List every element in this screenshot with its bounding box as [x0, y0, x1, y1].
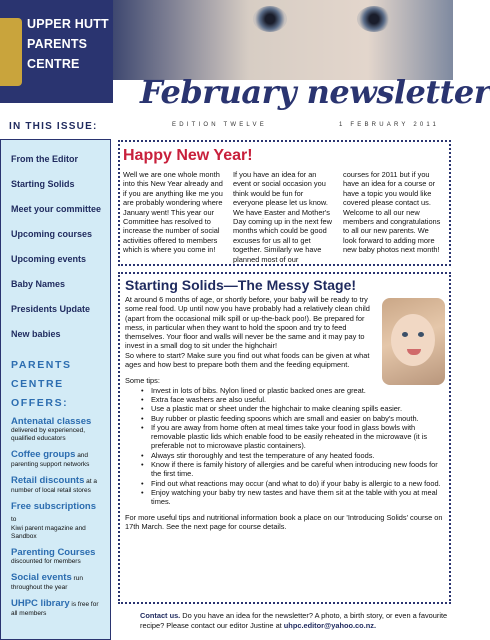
issue-date: 1 FEBRUARY 2011	[339, 122, 440, 128]
offer-parenting-courses	[11, 547, 102, 566]
org-name	[27, 14, 109, 74]
offer-text: number of local retail stores	[11, 487, 91, 494]
baby-eye	[418, 332, 424, 337]
happy-new-year-section	[118, 140, 451, 266]
hny-column-2: If you have an idea for an event or social occasion you think would be fun for everyone please let us know. We have Easter and Mother's Day coming up in the next few months which could be good excuses for us all to get together. Similarly we have planned most of our	[233, 170, 333, 264]
baby-eye-left	[253, 6, 287, 32]
org-logo-block	[0, 0, 113, 103]
offer-title: Coffee groups	[11, 449, 76, 460]
offers-heading	[11, 356, 102, 413]
offer-text: throughout the year	[11, 584, 68, 591]
sidebar-item-upcoming-events[interactable]: Upcoming events	[11, 254, 87, 264]
solids-intro-paragraph-2: So where to start? Make sure you find out what foods can be given at what ages and how best to prepare both them and the feeding equipment.	[125, 350, 370, 370]
tips-title: Some tips:	[125, 376, 160, 386]
sidebar-item-new-babies[interactable]: New babies	[11, 329, 61, 339]
offer-inline: to	[11, 516, 17, 523]
starting-solids-heading: Starting Solids—The Messy Stage!	[125, 277, 357, 293]
org-name-line2: PARENTS	[27, 37, 88, 51]
sidebar-item-baby-names[interactable]: Baby Names	[11, 279, 66, 289]
hny-column-1: Well we are one whole month into this New Year already and if you are anything like me you are probably wondering where January went! This year our Committee has resolved to increase the number of social activities offered to members which is where you come in!	[123, 170, 223, 255]
happy-new-year-columns	[123, 170, 444, 264]
offer-retail-discounts	[11, 475, 102, 495]
offer-title: Antenatal classes	[11, 416, 92, 427]
tip-item: • Enjoy watching your baby try new tastes and have them sit at the table with you at meal times.	[141, 488, 444, 507]
sidebar-item-meet-committee[interactable]: Meet your committee	[11, 204, 102, 214]
offer-text: all members	[11, 610, 47, 617]
offer-title: Social events	[11, 572, 72, 583]
tip-item: • If you are away from home often at meal times take your food in glass bowls with removable plastic lids which enable food to be easily reheated in the microwave (it is preferable not to microwave plastic containers).	[141, 423, 444, 451]
logo-emblem	[0, 18, 22, 86]
tip-item: • Use a plastic mat or sheet under the highchair to make cleaning spills easier.	[141, 404, 444, 413]
offer-inline: and	[75, 452, 89, 459]
tip-item: • Buy rubber or plastic feeding spoons which are small and easier on baby's mouth.	[141, 414, 444, 423]
offer-text: delivered by experienced, qualified educators	[11, 427, 86, 442]
offer-title: Retail discounts	[11, 475, 85, 486]
contact-note	[140, 611, 451, 631]
tip-item: • Know if there is family history of allergies and be careful when introducing new foods for the first time.	[141, 460, 444, 479]
starting-solids-section	[118, 272, 451, 604]
happy-new-year-heading: Happy New Year!	[123, 147, 253, 164]
starting-solids-intro	[125, 295, 380, 369]
org-name-line3: CENTRE	[27, 57, 80, 71]
offer-library	[11, 598, 102, 618]
edition-label: EDITION TWELVE	[172, 122, 267, 128]
sidebar-item-starting-solids[interactable]: Starting Solids	[11, 179, 75, 189]
contact-label: Contact us.	[140, 611, 181, 620]
offer-text: parenting support networks	[11, 461, 90, 468]
tip-item: • Extra face washers are also useful.	[141, 395, 444, 404]
offer-social-events	[11, 572, 102, 592]
offer-title: UHPC library	[11, 598, 70, 609]
offer-title: Parenting Courses	[11, 547, 96, 558]
sidebar-item-presidents-update[interactable]: Presidents Update	[11, 304, 91, 314]
offer-text: Kiwi parent magazine and Sandbox	[11, 525, 86, 540]
offers-heading-line3: OFFERS:	[11, 397, 69, 409]
header-baby-photo	[113, 0, 453, 80]
offer-title: Free subscriptions	[11, 501, 96, 512]
sidebar	[0, 139, 111, 640]
baby-eye-right	[357, 6, 391, 32]
baby-eye	[402, 332, 408, 337]
contact-text: Do you have an idea for the newsletter? A photo, a birth story, or even a favourite recipe? Please contact our editor Justine at	[140, 611, 448, 630]
baby-face	[391, 314, 435, 366]
tip-item: • Always stir thoroughly and test the temperature of any heated foods.	[141, 451, 444, 460]
issue-label: IN THIS ISSUE:	[9, 121, 98, 132]
offer-text: discounted for members	[11, 558, 81, 565]
offer-free-subscriptions	[11, 501, 102, 541]
sidebar-item-upcoming-courses[interactable]: Upcoming courses	[11, 229, 93, 239]
sidebar-item-from-the-editor[interactable]: From the Editor	[11, 154, 78, 164]
tip-item: • Find out what reactions may occur (and what to do) if your baby is allergic to a new food.	[141, 479, 444, 488]
hny-column-3: courses for 2011 but if you have an idea for a course or have a topic you would like covered please contact us. Welcome to all our new members and congratulations to all our new parents. We look forward to adding more new baby photos next month!	[343, 170, 441, 255]
offers-heading-line1: PARENTS	[11, 359, 72, 371]
offer-coffee-groups	[11, 449, 102, 469]
offer-antenatal	[11, 416, 102, 443]
offer-inline: is free for	[69, 601, 99, 608]
offer-inline: at a	[84, 478, 98, 485]
tips-list	[141, 386, 444, 507]
offer-inline: run	[71, 575, 83, 582]
contact-email-link[interactable]: uhpc.editor@yahoo.co.nz.	[283, 621, 376, 630]
solids-intro-paragraph-1: At around 6 months of age, or shortly before, your baby will be ready to try some real food. Up until now you have probably had a relatively clean child (apart from the occasional milk spill or up-the-back poo!). Be prepared for mess, in particular when they want to hold the spoon and try to feed themselves. Your floor and walls will never be the same and it may pay to invest in a small dog to sit under the highchair!	[125, 295, 370, 351]
offers-heading-line2: CENTRE	[11, 378, 64, 390]
org-name-line1: UPPER HUTT	[27, 17, 109, 31]
baby-eating-photo	[382, 298, 445, 385]
newsletter-title: February newsletter	[140, 73, 490, 111]
tip-item: • Invest in lots of bibs. Nylon lined or plastic backed ones are great.	[141, 386, 444, 395]
starting-solids-outro: For more useful tips and nutritional information book a place on our 'Introducing Solids' course on 17th March. See the next page for course details.	[125, 512, 443, 531]
